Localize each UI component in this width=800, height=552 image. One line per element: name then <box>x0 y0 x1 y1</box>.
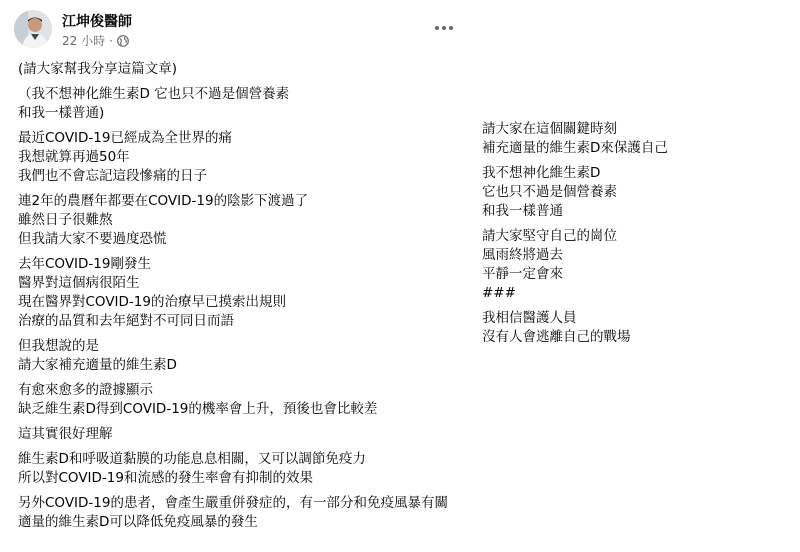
post-text-line: 維生素D和呼吸道黏膜的功能息息相關，又可以調節免疫力 <box>18 451 366 467</box>
post-text-line: （我不想神化維生素D 它也只不過是個營養素 <box>18 86 290 102</box>
post-text-line: (請大家幫我分享這篇文章) <box>18 61 178 77</box>
post-text-line: 和我一樣普通 <box>482 203 563 219</box>
post-text-line: 但我想說的是 <box>18 338 99 354</box>
post-text-line: 治療的品質和去年絕對不可同日而語 <box>18 313 234 329</box>
post-text-line: 和我一樣普通) <box>18 105 105 121</box>
post-text-line: 請大家在這個關鍵時刻 <box>482 121 617 137</box>
post-paragraph <box>18 192 468 249</box>
post-text-line: 請大家補充適量的維生素D <box>18 357 177 373</box>
post-paragraph <box>18 381 468 419</box>
more-options-button[interactable] <box>428 16 460 40</box>
post-text-line: 但我請大家不要過度恐慌 <box>18 231 167 247</box>
more-icon-dot <box>435 26 439 30</box>
post-body-right <box>482 120 782 353</box>
post-paragraph <box>18 85 468 123</box>
post-text-line: 沒有人會逃離自己的戰場 <box>482 329 631 345</box>
post-paragraph <box>482 164 782 221</box>
post-body-left <box>18 60 468 538</box>
post-paragraph <box>18 255 468 331</box>
globe-icon <box>117 35 129 47</box>
post-paragraph <box>18 60 468 79</box>
avatar[interactable] <box>14 10 52 48</box>
post-text-line: 雖然日子很難熬 <box>18 212 113 228</box>
post-text-line: 我相信醫護人員 <box>482 310 577 326</box>
post-text-line: 我們也不會忘記這段慘痛的日子 <box>18 168 207 184</box>
post-paragraph <box>18 129 468 186</box>
post-text-line: 它也只不過是個營養素 <box>482 184 617 200</box>
post-text-line: 去年COVID-19剛發生 <box>18 256 151 272</box>
post-text-line: 平靜一定會來 <box>482 266 563 282</box>
post-text-line: 有愈來愈多的證據顯示 <box>18 382 153 398</box>
post-paragraph <box>482 309 782 347</box>
post-text-line: 另外COVID-19的患者，會產生嚴重併發症的，有一部分和免疫風暴有關 <box>18 495 448 511</box>
post-text-line: 適量的維生素D可以降低免疫風暴的發生 <box>18 514 258 530</box>
meta-separator: · <box>109 33 113 48</box>
post-paragraph <box>18 337 468 375</box>
author-name[interactable]: 江坤俊醫師 <box>62 14 132 30</box>
post-text-line: 缺乏維生素D得到COVID-19的機率會上升，預後也會比較差 <box>18 401 378 417</box>
post-text-line: 醫界對這個病很陌生 <box>18 275 140 291</box>
post-text-line: ### <box>482 285 516 301</box>
post-text-line: 補充適量的維生素D來保護自己 <box>482 140 668 156</box>
post-text-line: 現在醫界對COVID-19的治療早已摸索出規則 <box>18 294 286 310</box>
post-text-line: 所以對COVID-19和流感的發生率會有抑制的效果 <box>18 470 313 486</box>
more-icon-dot <box>442 26 446 30</box>
post-paragraph <box>18 450 468 488</box>
post-text-line: 風雨終將過去 <box>482 247 563 263</box>
post-text-line: 我想就算再過50年 <box>18 149 130 165</box>
post-text-line: 連2年的農曆年都要在COVID-19的陰影下渡過了 <box>18 193 309 209</box>
post-meta <box>62 32 129 49</box>
post-text-line: 請大家堅守自己的崗位 <box>482 228 617 244</box>
more-icon-dot <box>449 26 453 30</box>
post-paragraph <box>18 494 468 532</box>
post-paragraph <box>482 120 782 158</box>
post-paragraph <box>482 227 782 303</box>
post-text-line: 最近COVID-19已經成為全世界的痛 <box>18 130 232 146</box>
post-paragraph <box>18 425 468 444</box>
post-text-line: 我不想神化維生素D <box>482 165 601 181</box>
avatar-photo <box>14 10 52 48</box>
post-time[interactable]: 22 小時 <box>62 34 106 48</box>
post-text-line: 這其實很好理解 <box>18 426 113 442</box>
